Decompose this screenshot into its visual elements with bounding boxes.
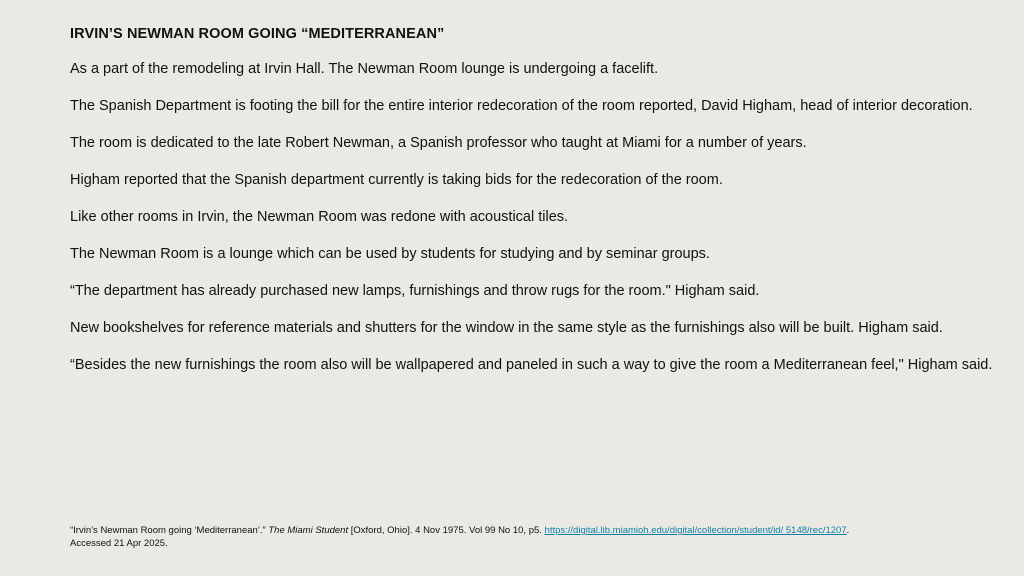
article-paragraph: “Besides the new furnishings the room also will be wallpapered and paneled in such a way to give the room a Mediterranean feel," Higham said. — [70, 357, 993, 373]
article-paragraph: The Spanish Department is footing the bill for the entire interior redecoration of the room reported, David Higham, head of interior decoration. — [70, 98, 973, 114]
citation-publication: The Miami Student — [268, 525, 349, 536]
citation-accessed: Accessed 21 Apr 2025. — [70, 538, 168, 549]
citation-after-link: . — [846, 525, 850, 536]
citation — [70, 524, 1010, 550]
citation-title: “Irvin’s Newman Room going ‘Mediterranean’.” — [70, 525, 269, 536]
article-paragraph: The Newman Room is a lounge which can be used by students for studying and by seminar groups. — [70, 246, 710, 262]
citation-details: [Oxford, Ohio]. 4 Nov 1975. Vol 99 No 10, p5. — [348, 525, 545, 536]
article-body — [70, 25, 1000, 393]
article-paragraph: New bookshelves for reference materials and shutters for the window in the same style as the furnishings also will be built. Higham said. — [70, 320, 943, 336]
article-paragraph: As a part of the remodeling at Irvin Hall. The Newman Room lounge is undergoing a facelift. — [70, 61, 659, 77]
citation-link[interactable]: https://digital.lib.miamioh.edu/digital/collection/student/id/ 5148/rec/1207 — [544, 525, 847, 536]
article-paragraph: Like other rooms in Irvin, the Newman Room was redone with acoustical tiles. — [70, 209, 569, 225]
article-headline: IRVIN’S NEWMAN ROOM GOING “MEDITERRANEAN” — [70, 26, 445, 42]
article-paragraph: “The department has already purchased new lamps, furnishings and throw rugs for the room." Higham said. — [70, 283, 760, 299]
article-paragraph: The room is dedicated to the late Robert Newman, a Spanish professor who taught at Miami for a number of years. — [70, 135, 807, 151]
article-paragraph: Higham reported that the Spanish department currently is taking bids for the redecoration of the room. — [70, 172, 723, 188]
